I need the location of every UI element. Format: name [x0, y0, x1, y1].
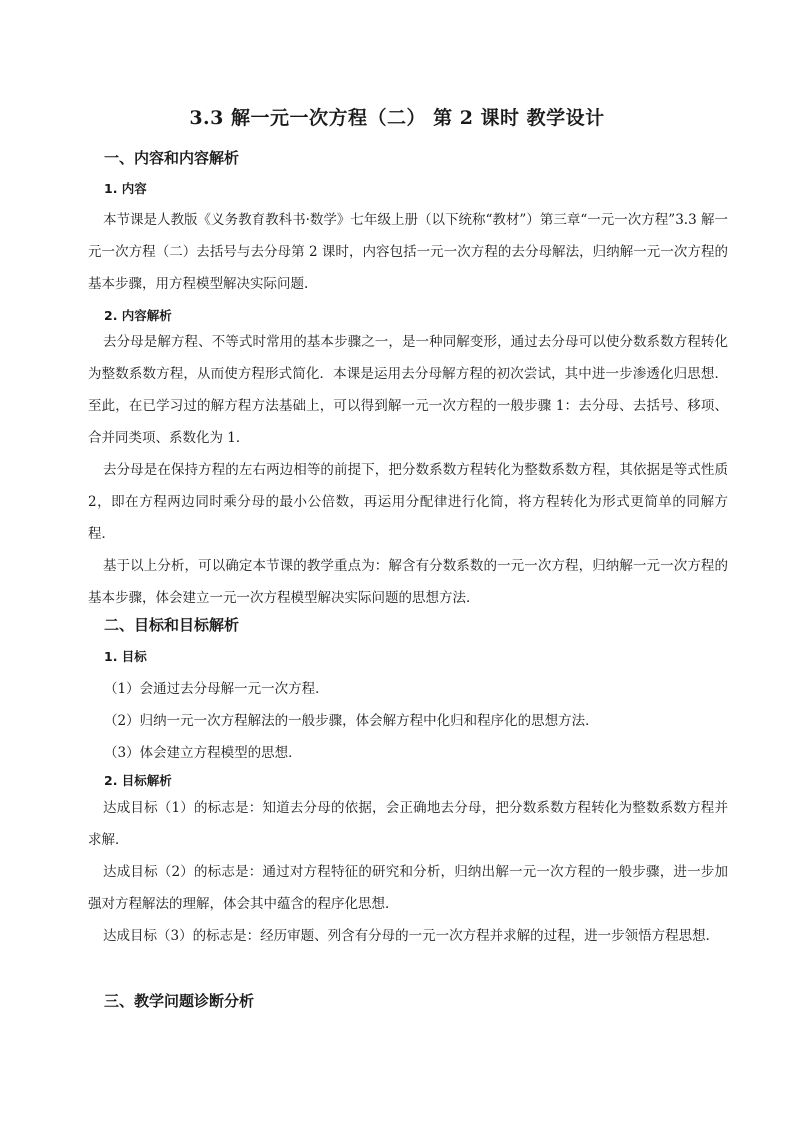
goal-item-3: （3）体会建立方程模型的思想． — [104, 745, 302, 761]
goal-item-2: （2）归纳一元一次方程解法的一般步骤，体会解方程中化归和程序化的思想方法． — [104, 713, 599, 729]
document-title: 3.3 解一元一次方程（二） 第 2 课时 教学设计 — [189, 107, 605, 129]
subheading-content: 1. 内容 — [104, 181, 147, 196]
paragraph-content-analysis-3: 基于以上分析，可以确定本节课的教学重点为：解含有分数系数的一元一次方程，归纳解一元一次方程的基本步骤，体会建立一元一次方程模型解决实际问题的思想方法． — [88, 558, 728, 606]
section-heading-diagnosis: 三、教学问题诊断分析 — [104, 992, 255, 1010]
section-heading-goals: 二、目标和目标解析 — [104, 616, 240, 634]
section-heading-content: 一、内容和内容解析 — [104, 149, 240, 167]
paragraph-content-analysis-1: 去分母是解方程、不等式时常用的基本步骤之一，是一种同解变形，通过去分母可以使分数系数方程转化为整数系数方程，从而使方程形式简化．本课是运用去分母解方程的初次尝试，其中进一步渗透化归思想．至此，在已学习过的解方程方法基础上，可以得到解一元一次方程的一般步骤 1：去分母、去括号、移项、合并同类项、系数化为 1． — [88, 334, 728, 446]
subheading-content-analysis: 2. 内容解析 — [104, 308, 172, 323]
subheading-goals: 1. 目标 — [104, 649, 147, 664]
goal-item-1: （1）会通过去分母解一元一次方程． — [104, 681, 329, 697]
paragraph-content-analysis-2: 去分母是在保持方程的左右两边相等的前提下，把分数系数方程转化为整数系数方程，其依据是等式性质 2，即在方程两边同时乘分母的最小公倍数，再运用分配律进行化简，将方程转化为形式更简单的同解方程． — [88, 462, 728, 542]
paragraph-content: 本节课是人教版《义务教育教科书·数学》七年级上册（以下统称“教材”）第三章“一元一次方程”3.3 解一元一次方程（二）去括号与去分母第 2 课时，内容包括一元一次方程的去分母解法，归纳解一元一次方程的基本步骤，用方程模型解决实际问题. — [88, 212, 728, 292]
paragraph-goals-analysis-1: 达成目标（1）的标志是：知道去分母的依据，会正确地去分母，把分数系数方程转化为整数系数方程并求解． — [88, 800, 728, 848]
subheading-goals-analysis: 2. 目标解析 — [104, 773, 172, 788]
paragraph-goals-analysis-2: 达成目标（2）的标志是：通过对方程特征的研究和分析，归纳出解一元一次方程的一般步骤，进一步加强对方程解法的理解，体会其中蕴含的程序化思想． — [88, 864, 728, 912]
paragraph-goals-analysis-3: 达成目标（3）的标志是：经历审题、列含有分母的一元一次方程并求解的过程，进一步领悟方程思想． — [103, 928, 720, 944]
